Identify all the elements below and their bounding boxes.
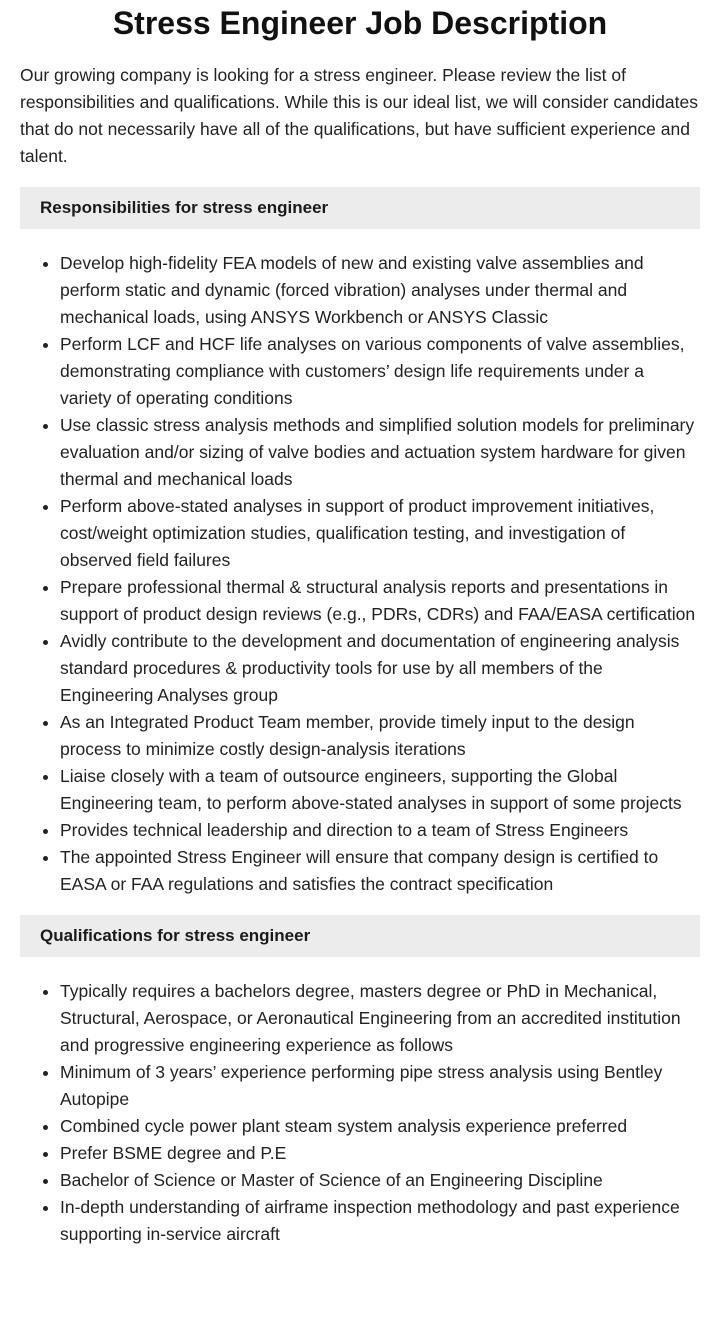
list-item: • Bachelor of Science or Master of Science of an Engineering Discipline: [60, 1167, 700, 1194]
list-item: • The appointed Stress Engineer will ensure that company design is certified to EASA or FAA regulations and satisfies the contract specification: [60, 844, 700, 898]
responsibilities-list: [20, 250, 700, 898]
list-item: • Prefer BSME degree and P.E: [60, 1140, 700, 1167]
list-item: • Typically requires a bachelors degree, masters degree or PhD in Mechanical, Structural, Aerospace, or Aeronautical Engineering from an accredited institution and progressive engineering experience as follows: [60, 978, 700, 1059]
list-item: • Provides technical leadership and direction to a team of Stress Engineers: [60, 817, 700, 844]
list-item: • Liaise closely with a team of outsource engineers, supporting the Global Engineering team, to perform above-stated analyses in support of some projects: [60, 763, 700, 817]
list-item: • Minimum of 3 years’ experience performing pipe stress analysis using Bentley Autopipe: [60, 1059, 700, 1113]
list-item: • Perform LCF and HCF life analyses on various components of valve assemblies, demonstrating compliance with customers’ design life requirements under a variety of operating conditions: [60, 331, 700, 412]
list-item: • Avidly contribute to the development and documentation of engineering analysis standard procedures & productivity tools for use by all members of the Engineering Analyses group: [60, 628, 700, 709]
list-item: • Use classic stress analysis methods and simplified solution models for preliminary evaluation and/or sizing of valve bodies and actuation system hardware for given thermal and mechanical loads: [60, 412, 700, 493]
list-item: • Combined cycle power plant steam system analysis experience preferred: [60, 1113, 700, 1140]
list-item: • In-depth understanding of airframe inspection methodology and past experience supporting in-service aircraft: [60, 1194, 700, 1248]
list-item: • As an Integrated Product Team member, provide timely input to the design process to minimize costly design-analysis iterations: [60, 709, 700, 763]
list-item: • Perform above-stated analyses in support of product improvement initiatives, cost/weight optimization studies, qualification testing, and investigation of observed field failures: [60, 493, 700, 574]
qualifications-heading: Qualifications for stress engineer: [20, 915, 700, 957]
page-title: Stress Engineer Job Description: [112, 5, 608, 41]
responsibilities-heading: Responsibilities for stress engineer: [20, 187, 700, 229]
intro-paragraph: Our growing company is looking for a stress engineer. Please review the list of responsibilities and qualifications. While this is our ideal list, we will consider candidates that do not necessarily have all of the qualifications, but have sufficient experience and talent.: [20, 65, 698, 166]
list-item: • Prepare professional thermal & structural analysis reports and presentations in support of product design reviews (e.g., PDRs, CDRs) and FAA/EASA certification: [60, 574, 700, 628]
qualifications-list: [20, 978, 700, 1248]
list-item: • Develop high-fidelity FEA models of new and existing valve assemblies and perform static and dynamic (forced vibration) analyses under thermal and mechanical loads, using ANSYS Workbench or ANSYS Classic: [60, 250, 700, 331]
